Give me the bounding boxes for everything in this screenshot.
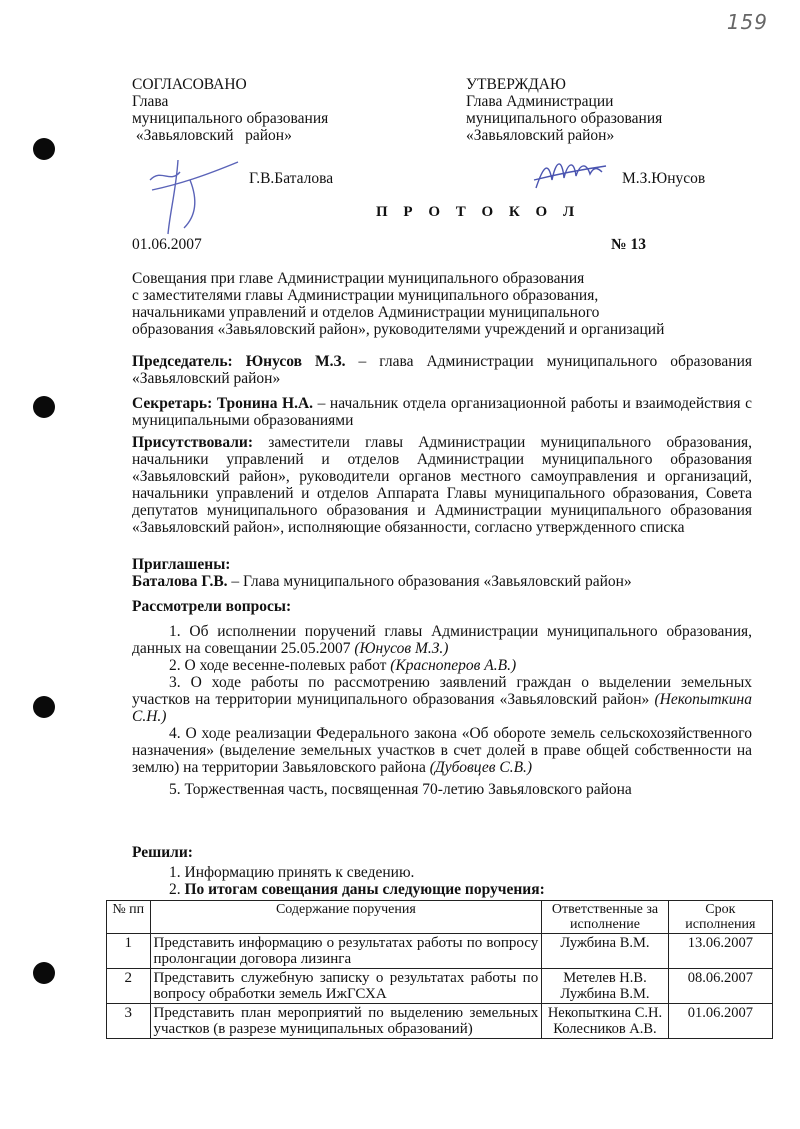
row-responsible: Некопыткина С.Н. Колесников А.В. <box>542 1004 669 1039</box>
decided-heading: Решили: <box>132 844 193 861</box>
agenda-item: 2. О ходе весенне-полевых работ (Красноперов А.В.) <box>169 657 517 674</box>
row-deadline: 13.06.2007 <box>668 934 772 969</box>
agenda-item: 1. Об исполнении поручений главы Администрации муниципального образования, данных на совещании 25.05.2007 (Юнусов М.З.) <box>132 623 752 657</box>
meeting-subject <box>132 270 772 338</box>
invited-label: Приглашены: <box>132 556 231 573</box>
row-responsible: Метелев Н.В. Лужбина В.М. <box>542 969 669 1004</box>
table-row <box>107 1004 773 1039</box>
chair-text: – глава Администрации муниципального образования «Завьяловский район» <box>132 353 752 387</box>
binder-hole-2 <box>33 396 55 418</box>
subject-line-4: образования «Завьяловский район», руководителями учреждений и организаций <box>132 321 665 338</box>
agenda-item: 3. О ходе работы по рассмотрению заявлений граждан о выделении земельных участков на территории муниципального образования «Завьяловский район» (Некопыткина С.Н.) <box>132 674 752 725</box>
approval-left-line2: муниципального образования <box>132 110 329 127</box>
approval-left-name: Г.В.Баталова <box>249 170 334 187</box>
row-number: 1 <box>107 934 151 969</box>
chair-paragraph <box>132 353 752 387</box>
row-task: Представить план мероприятий по выделению земельных участков (в разрезе муниципальных образований) <box>150 1004 542 1039</box>
table-row <box>107 969 773 1004</box>
binder-hole-3 <box>33 696 55 718</box>
subject-line-1: Совещания при главе Администрации муниципального образования <box>132 270 585 287</box>
binder-hole-1 <box>33 138 55 160</box>
approval-right-line1: Глава Администрации <box>466 93 614 110</box>
chair-label: Председатель: <box>132 353 233 370</box>
secretary-label: Секретарь: <box>132 395 213 412</box>
considered-heading: Рассмотрели вопросы: <box>132 598 292 615</box>
row-deadline: 08.06.2007 <box>668 969 772 1004</box>
approval-right-heading: УТВЕРЖДАЮ <box>466 76 566 93</box>
row-task: Представить информацию о результатах работы по вопросу пролонгации договора лизинга <box>150 934 542 969</box>
secretary-name: Тронина Н.А. <box>216 395 314 412</box>
approval-left <box>132 76 432 144</box>
invited-block <box>132 556 752 590</box>
header-deadline: Срок исполнения <box>668 901 772 934</box>
binder-hole-4 <box>33 962 55 984</box>
header-number: № пп <box>107 901 151 934</box>
approval-right-line3: «Завьяловский район» <box>466 127 615 144</box>
row-deadline: 01.06.2007 <box>668 1004 772 1039</box>
document-date: 01.06.2007 <box>132 236 202 253</box>
agenda-list <box>132 623 752 798</box>
decision-1: 1. Информацию принять к сведению. <box>169 864 415 881</box>
agenda-item: 5. Торжественная часть, посвященная 70-летию Завьяловского района <box>169 781 632 798</box>
table-header-row <box>107 901 773 934</box>
approval-left-line1: Глава <box>132 93 169 110</box>
row-responsible: Лужбина В.М. <box>542 934 669 969</box>
decision-2: 2. По итогам совещания даны следующие поручения: <box>169 881 545 898</box>
page-number: 159 <box>726 10 768 34</box>
header-responsible: Ответственные за исполнение <box>542 901 669 934</box>
decision-2-text: По итогам совещания даны следующие поручения: <box>184 881 545 898</box>
table-row <box>107 934 773 969</box>
agenda-item: 4. О ходе реализации Федерального закона «Об обороте земель сельскохозяйственного назначения» (выделение земельных участков в счет долей в праве общей собственности на землю) на территории Завьяловского района (Дубовцев С.В.) <box>132 725 752 776</box>
signature-left <box>140 150 250 240</box>
row-number: 2 <box>107 969 151 1004</box>
present-text: заместители главы Администрации муниципального образования, начальники управлений и отделов Администрации муниципального образования «Завьяловский район», руководители органов местного самоуправления и организаций, начальники управлений и отделов Аппарата Главы муниципального образования, Совета депутатов муниципального образования и Администрации муниципального образования «Завьяловский район», исполняющие обязанности, согласно утвержденного списка <box>132 434 752 536</box>
secretary-paragraph <box>132 395 752 429</box>
approval-left-line3: «Завьяловский район» <box>132 127 292 144</box>
approval-right <box>466 76 766 144</box>
approval-right-name: М.З.Юнусов <box>622 170 706 187</box>
row-number: 3 <box>107 1004 151 1039</box>
secretary-text: – начальник отдела организационной работы и взаимодействия с муниципальными образованиями <box>132 395 753 429</box>
subject-line-3: начальниками управлений и отделов Администрации муниципального <box>132 304 600 321</box>
approval-right-line2: муниципального образования <box>466 110 663 127</box>
present-label: Присутствовали: <box>132 434 254 451</box>
signature-right <box>528 150 608 196</box>
invited-text: – Глава муниципального образования «Завьяловский район» <box>227 573 632 590</box>
approval-left-heading: СОГЛАСОВАНО <box>132 76 247 93</box>
invited-name: Баталова Г.В. <box>132 573 228 590</box>
document-number: № 13 <box>611 236 646 253</box>
present-paragraph <box>132 434 752 536</box>
chair-name: Юнусов М.З. <box>245 353 346 370</box>
orders-table <box>106 900 773 1039</box>
subject-line-2: с заместителями главы Администрации муниципального образования, <box>132 287 599 304</box>
document-title: П Р О Т О К О Л <box>376 204 581 220</box>
header-task: Содержание поручения <box>150 901 542 934</box>
row-task: Представить служебную записку о результатах работы по вопросу обработки земель ИжГСХА <box>150 969 542 1004</box>
